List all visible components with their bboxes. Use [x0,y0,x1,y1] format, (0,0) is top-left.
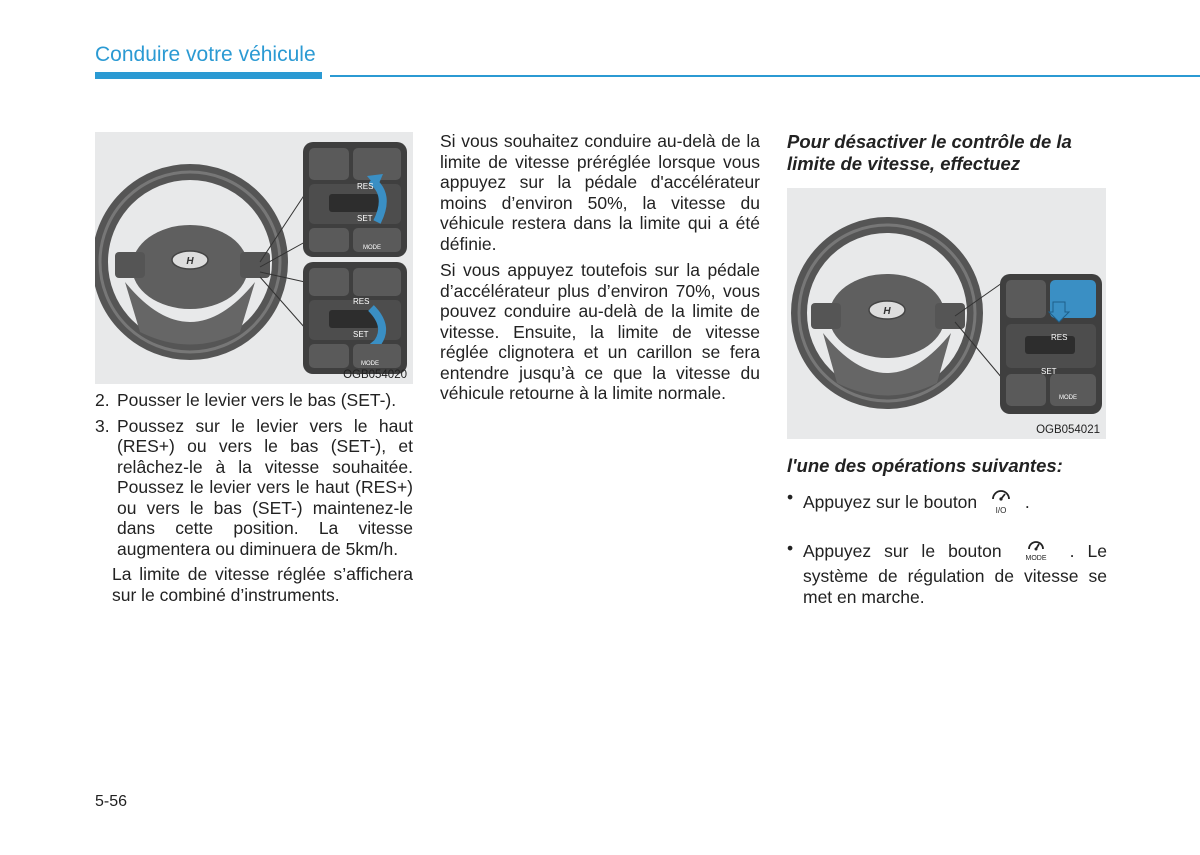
svg-text:I/O: I/O [995,506,1007,515]
set-label-2: SET [353,330,369,339]
list-number: 3. [95,415,110,436]
header-accent-bar [95,72,322,79]
column-2 [440,131,760,410]
steering-wheel-illustration [95,132,413,384]
page-number: 5-56 [95,793,128,810]
figure-steering-wheel-io [787,188,1106,439]
steering-wheel-illustration [787,188,1106,439]
speed-limit-io-icon [988,487,1014,520]
note-paragraph: La limite de vitesse réglée s’affichera sur le combiné d’instruments. [112,564,413,605]
list-item [787,538,1107,608]
bullet-symbol: • [787,537,794,558]
figure-steering-wheel-res-set [95,132,413,384]
section-heading: Pour désactiver le contrôle de la limite de vitesse, effectuez [787,131,1072,174]
header-rule [330,75,1200,77]
list-number: 2. [95,390,110,410]
column-3 [787,131,1107,175]
paragraph: Si vous souhaitez conduire au-delà de la limite de vitesse préréglée lorsque vous appuyez sur la pédale d'accélérateur moins d’environ 50%, la vitesse du véhicule restera dans la limite qui a été définie. [440,131,760,254]
section-title: Conduire votre véhicule [95,43,316,66]
svg-text:MODE: MODE [1025,554,1047,562]
set-label-3: SET [1041,367,1057,376]
figure-code: OGB054021 [1036,424,1100,436]
mode-label-2: MODE [361,361,379,367]
svg-text:H: H [186,256,194,267]
list-text: Pousser le levier vers le bas (SET-). [117,390,397,410]
list-item [787,487,1107,520]
mode-label-3: MODE [1059,395,1077,401]
column-1 [95,390,413,611]
list-text: Poussez sur le levier vers le haut (RES+) ou vers le bas (SET-), et relâchez-le à la vitesse souhaitée. Poussez le levier vers le haut (RES+) ou vers le bas (SET-) maintenez-le dans cette position. La vitesse augmentera ou diminuera de 5km/h. [117,415,413,559]
res-label-2: RES [353,297,370,306]
list-item [95,416,413,560]
column-3-lower [787,455,1107,607]
section-heading: l'une des opérations suivantes: [787,455,1063,476]
bullet-symbol: • [787,487,794,507]
figure-code: OGB054020 [343,369,407,381]
res-label-1: RES [357,182,374,191]
bullet-text: Appuyez sur le bouton MODE . Le système de régulation de vitesse se met en marche. [803,538,1107,608]
list-item [95,390,413,411]
bullet-text: Appuyez sur le bouton I/O . [803,487,1107,520]
mode-label-1: MODE [363,245,381,251]
set-label-1: SET [357,214,373,223]
paragraph: Si vous appuyez toutefois sur la pédale d’accélérateur plus d’environ 70%, vous pouvez conduire au-delà de la limite de vitesse. Ensuite, la limite de vitesse réglée clignotera et un carillon se fera entendre jusqu’à ce que la vitesse du véhicule retourne à la limite normale. [440,260,760,403]
svg-text:H: H [883,306,891,317]
speed-limit-mode-icon [1021,538,1051,567]
res-label-3: RES [1051,333,1068,342]
